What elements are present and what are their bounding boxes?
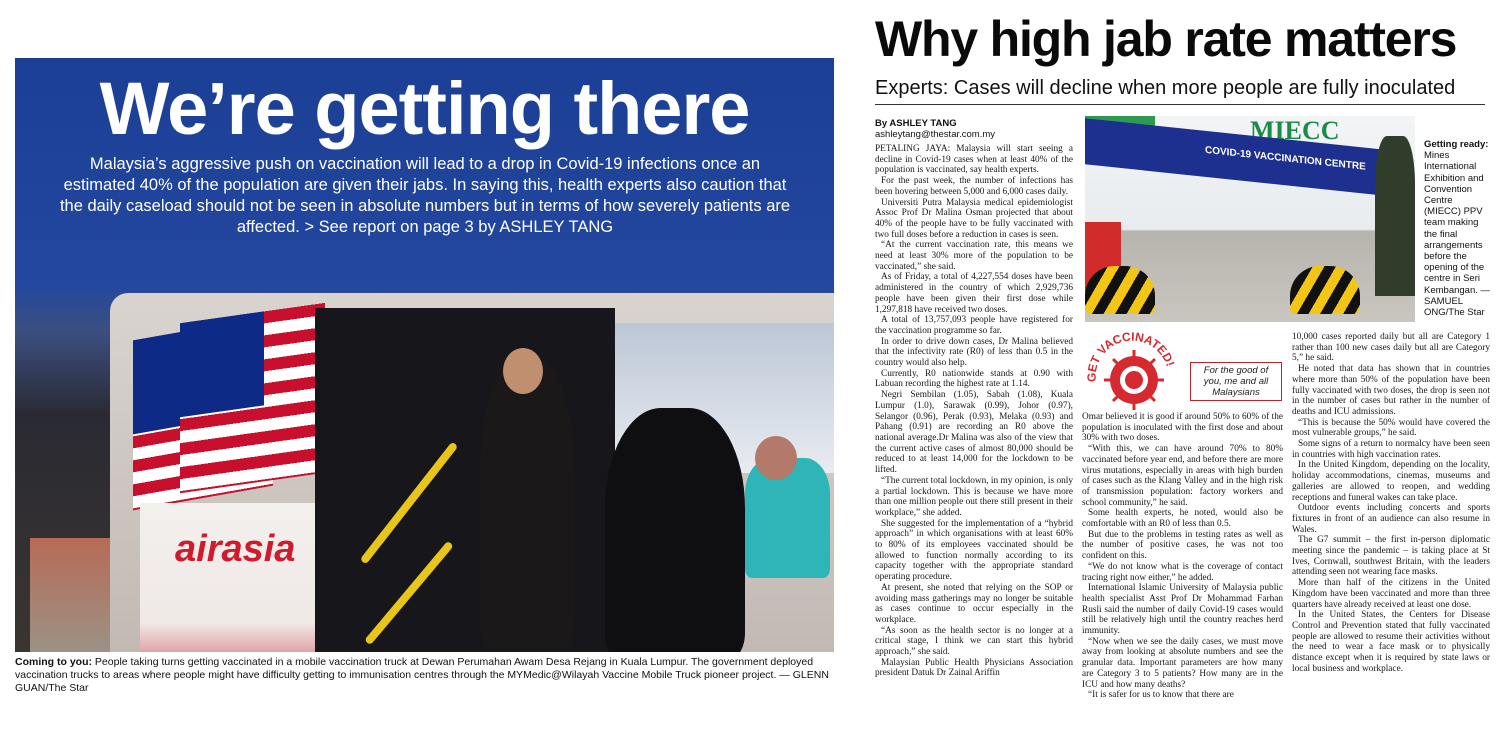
article-deck: Experts: Cases will decline when more people are fully inoculated [875, 77, 1456, 99]
miecc-photo [1085, 116, 1415, 322]
byline-email: ashleytang@thestar.com.my [875, 129, 996, 140]
intro-text: Malaysia’s aggressive push on vaccination will lead to a drop in Covid-19 infections once an estimated 40% of the population are given their jabs. In saying this, health experts also caution that the daily caseload should not be seen in absolute numbers but in terms of how severely patients are affected. > See report on page 3 by ASHLEY TANG [59, 155, 791, 236]
paragraph: In order to drive down cases, Dr Malina believed that the infectivity rate (R0) of less than 0.5 in the country would also help. [875, 336, 1073, 369]
paragraph: In the United Kingdom, depending on the locality, holiday accommodations, cinemas, museums and galleries are allowed to reopen, and wedding receptions and funeral wakes can take place. [1292, 460, 1490, 503]
paragraph: Some health experts, he noted, would also be comfortable with an R0 of less than 0.5. [1082, 508, 1283, 530]
paragraph: “The current total lockdown, in my opinion, is only a partial lockdown. This is because we have more than one million people out there still present in their workplace,” she added. [875, 475, 1073, 518]
paragraph: More than half of the citizens in the United Kingdom have been vaccinated and more than three quarters have already received at least one dose. [1292, 578, 1490, 610]
paragraph: She suggested for the implementation of a “hybrid approach” in which organisations with at least 60% to 80% of its employees vaccinated should be allowed to function normally according to its capacity together with the appropriate standard operating procedure. [875, 518, 1073, 583]
paragraph: As of Friday, a total of 4,227,554 doses have been administered in the country of which 2,929,736 people have been given their first dose while 1,297,818 have received two doses. [875, 272, 1073, 315]
paragraph: “Now when we see the daily cases, we must move away from looking at absolute numbers and see the granular data. Important parameters are how many are Category 3 to 5 patients? How many are in the ICU and how many deaths? [1082, 636, 1283, 690]
get-vaccinated-badge [1082, 332, 1282, 410]
divider [875, 104, 1485, 105]
paragraph: “At the current vaccination rate, this means we need at least 30% more of the population to be vaccinated,” she said. [875, 240, 1073, 272]
barrier [1085, 266, 1155, 314]
paragraph: Outdoor events including concerts and sports fixtures in front of an audience can also resume in Wales. [1292, 503, 1490, 535]
bus-brand-logo: airasia [175, 528, 296, 570]
paragraph: Currently, R0 nationwide stands at 0.90 with Labuan recording the highest rate at 1.14. [875, 368, 1073, 390]
virus-stamp-icon [1082, 332, 1188, 410]
article-column-2 [1082, 412, 1283, 701]
paragraph: Malaysian Public Health Physicians Association president Datuk Dr Zainal Ariffin [875, 657, 1073, 679]
byline-name: By ASHLEY TANG [875, 118, 957, 129]
paragraph: “We do not know what is the coverage of contact tracing right now either,” he added. [1082, 561, 1283, 583]
person-standing [480, 358, 575, 648]
paragraph: At present, she noted that relying on the SOP or avoiding mass gatherings may no longer be suitable as cases continue to occur especially in the workplace. [875, 582, 1073, 625]
paragraph: “It is safer for us to know that there are [1088, 690, 1234, 701]
miecc-logo: MIECC [1250, 116, 1340, 145]
paragraph: “With this, we can have around 70% to 80% vaccinated before year end, and before there are more virus mutations, especially in areas with high burden of cases such as the Klang Valley and in the high risk of transmission population: factory workers and school community,” he said. [1082, 444, 1283, 508]
paragraph: International Islamic University of Malaysia public health specialist Asst Prof Dr Mohammad Farhan Rusli said the number of daily Covid-19 cases would still be relatively high until the country reaches herd immunity. [1082, 583, 1283, 637]
main-headline: We’re getting there [99, 67, 750, 150]
paragraph: In the United States, the Centers for Disease Control and Prevention stated that fully vaccinated people are allowed to resume their activities without the need to wear a face mask or to physically distance except when it is required by state laws or local business and workplace. [1292, 610, 1490, 674]
caption-label: Coming to you: [15, 656, 92, 668]
paragraph: A total of 13,757,093 people have registered for the vaccination programme so far. [875, 315, 1073, 336]
caption-text: People taking turns getting vaccinated in a mobile vaccination truck at Dewan Perumahan Awam Desa Rejang in Kuala Lumpur. The government deployed vaccination trucks to areas where people might have difficulty getting to immunisation centres through the MYMedic@Wilayah Vaccine Mobile Truck pioneer project. — GLENN GUAN/The Star [15, 656, 829, 694]
paragraph: The G7 summit – the first in-person diplomatic meeting since the pandemic – is taking place at St Ives, Cornwall, southwest Britain, with the leaders attending seen not wearing face masks. [1292, 535, 1490, 578]
badge-stamp: GET VACCINATED! [1084, 332, 1178, 383]
malaysian-flag [180, 303, 325, 493]
photo-caption [15, 656, 834, 695]
vaccination-truck-photo [15, 58, 834, 652]
paragraph: PETALING JAYA: Malaysia will start seeing a decline in Covid-19 cases when at least 40% of the population is vaccinated, say health experts. [875, 144, 1073, 176]
miecc-photo-caption: Getting ready: Mines International Exhibition and Convention Centre (MIECC) PPV team making the final arrangements before the opening of the centre in Seri Kembangan. — SAMUEL ONG/The Star [1424, 139, 1491, 319]
byline [875, 118, 995, 140]
paragraph: Omar believed it is good if around 50% to 60% of the population is inoculated with the first dose and about 30% with two doses. [1082, 412, 1283, 444]
right-page [850, 0, 1500, 735]
paragraph: Negri Sembilan (1.05), Sabah (1.08), Kuala Lumpur (1.0), Sarawak (0.99), Johor (0.97), Selangor (0.96), Perak (0.93), Melaka (0.93) and Pahang (0.91) are recording an R0 above the national average.Dr Malina was also of the view that the current active cases of almost 80,000 should be reduced to at least 14,000 for the lockdown to be lifted. [875, 390, 1073, 476]
paragraph: For the past week, the number of infections has been hovering between 5,000 and 6,000 cases daily. [875, 176, 1073, 197]
article-headline: Why high jab rate matters [875, 11, 1457, 67]
paragraph: He noted that data has shown that in countries where more than 50% of the population have been fully vaccinated with two doses, the drop is seen not in the number of cases but rather in the number of deaths and ICU admissions. [1292, 364, 1490, 417]
vaccination-centre-sign: COVID-19 VACCINATION CENTRE [1085, 118, 1385, 196]
barrier [1290, 266, 1360, 314]
paragraph: But due to the problems in testing rates as well as the number of positive cases, he was not too confident on this. [1082, 529, 1283, 562]
badge-tagline: For the good of you, me and all Malaysians [1190, 362, 1282, 401]
paragraph: “This is because the 50% would have covered the most vulnerable groups,” he said. [1292, 417, 1490, 439]
article-column-3 [1292, 332, 1490, 675]
paragraph: Universiti Putra Malaysia medical epidemiologist Assoc Prof Dr Malina Osman projected that about 40% of the people have to be fully vaccinated with two full doses before a reduction in cases is seen. [875, 197, 1073, 240]
paragraph: 10,000 cases reported daily but all are Category 1 rather than 100 new cases daily but all are Category 5,” he said. [1292, 332, 1490, 364]
article-column-1 [875, 144, 1073, 679]
paragraph: “As soon as the health sector is no longer at a critical stage, I think we can start this hybrid approach,” she said. [875, 625, 1073, 658]
paragraph: Some signs of a return to normalcy have been seen in countries with high vaccination rates. [1292, 439, 1490, 460]
health-worker [605, 408, 745, 652]
